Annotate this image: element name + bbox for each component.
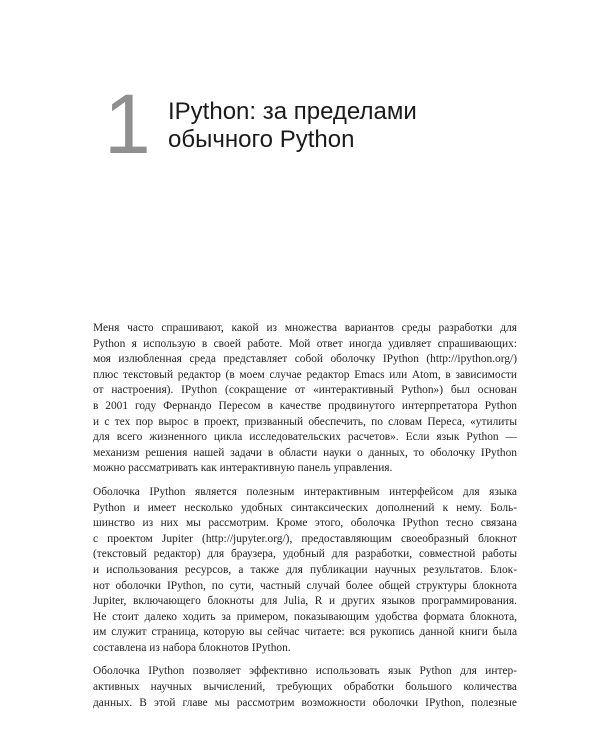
- paragraph-1: [93, 321, 517, 477]
- chapter-title-line-1: IPython: за пределами: [168, 98, 417, 125]
- text-line: Python я использую в своей работе. Мой ответ иногда удивляет спрашивающих:: [93, 337, 517, 350]
- text-line: от настроения). IPython (сокращение от «интерактивный Python») был основан: [93, 384, 517, 397]
- text-line: механизм решения нашей задачи в области науки о данных, то оболочку IPython: [93, 446, 517, 459]
- text-line: для всего жизненного цикла исследовательских расчетов». Если язык Python —: [93, 431, 517, 444]
- text-line: данных. В этой главе мы рассмотрим возможности оболочки IPython, полезные: [93, 696, 517, 709]
- text-line: плюс текстовый редактор (в моем случае редактор Emacs или Atom, в зависимости: [93, 368, 517, 381]
- chapter-title-line-2: обычного Python: [168, 126, 355, 153]
- text-line: Python и имеет несколько удобных синтаксических дополнений к нему. Боль-: [93, 501, 517, 514]
- chapter-number: 1: [104, 77, 151, 171]
- text-line: можно рассматривать как интерактивную панель управления.: [93, 462, 393, 475]
- text-line: с проектом Jupiter (http://jupyter.org/), предоставляющим своеобразный блокнот: [93, 532, 517, 545]
- paragraph-3: [93, 664, 517, 711]
- text-line: и использования ресурсов, а также для публикации научных результатов. Блок-: [93, 563, 517, 576]
- chapter-body: [93, 321, 517, 719]
- text-line: и с тех пор вырос в проект, призванный обеспечить, по словам Переса, «утилиты: [93, 415, 517, 428]
- text-line: в 2001 году Фернандо Пересом в качестве продвинутого интерпретатора Python: [93, 399, 517, 412]
- paragraph-2: [93, 485, 517, 657]
- text-line: шинство из них мы рассмотрим. Кроме этого, оболочка IPython тесно связана: [93, 517, 517, 530]
- text-line: Оболочка IPython позволяет эффективно использовать язык Python для интер-: [93, 665, 517, 678]
- text-line: Оболочка IPython является полезным интерактивным интерфейсом для языка: [93, 485, 517, 498]
- text-line: (текстовый редактор) для браузера, удобный для разработки, совместной работы: [93, 548, 517, 561]
- text-line: составлена из набора блокнотов IPython.: [93, 641, 291, 654]
- text-line: Не стоит далеко ходить за примером, показывающим удобства формата блокнота,: [93, 610, 517, 623]
- text-line: активных научных вычислений, требующих обработки большого количества: [93, 681, 517, 694]
- text-line: Меня часто спрашивают, какой из множества вариантов среды разработки для: [93, 322, 517, 334]
- chapter-title: [168, 98, 417, 154]
- text-line: им служит страница, которую вы сейчас читаете: вся рукопись данной книги была: [93, 626, 517, 639]
- text-line: моя излюбленная среда представляет собой оболочку IPython (http://ipython.org/): [93, 353, 517, 366]
- text-line: Jupiter, включающего блокноты для Julia, R и других языков программирования.: [93, 595, 517, 608]
- text-line: нот оболочки IPython, по сути, частный случай более общей структуры блокнота: [93, 579, 517, 592]
